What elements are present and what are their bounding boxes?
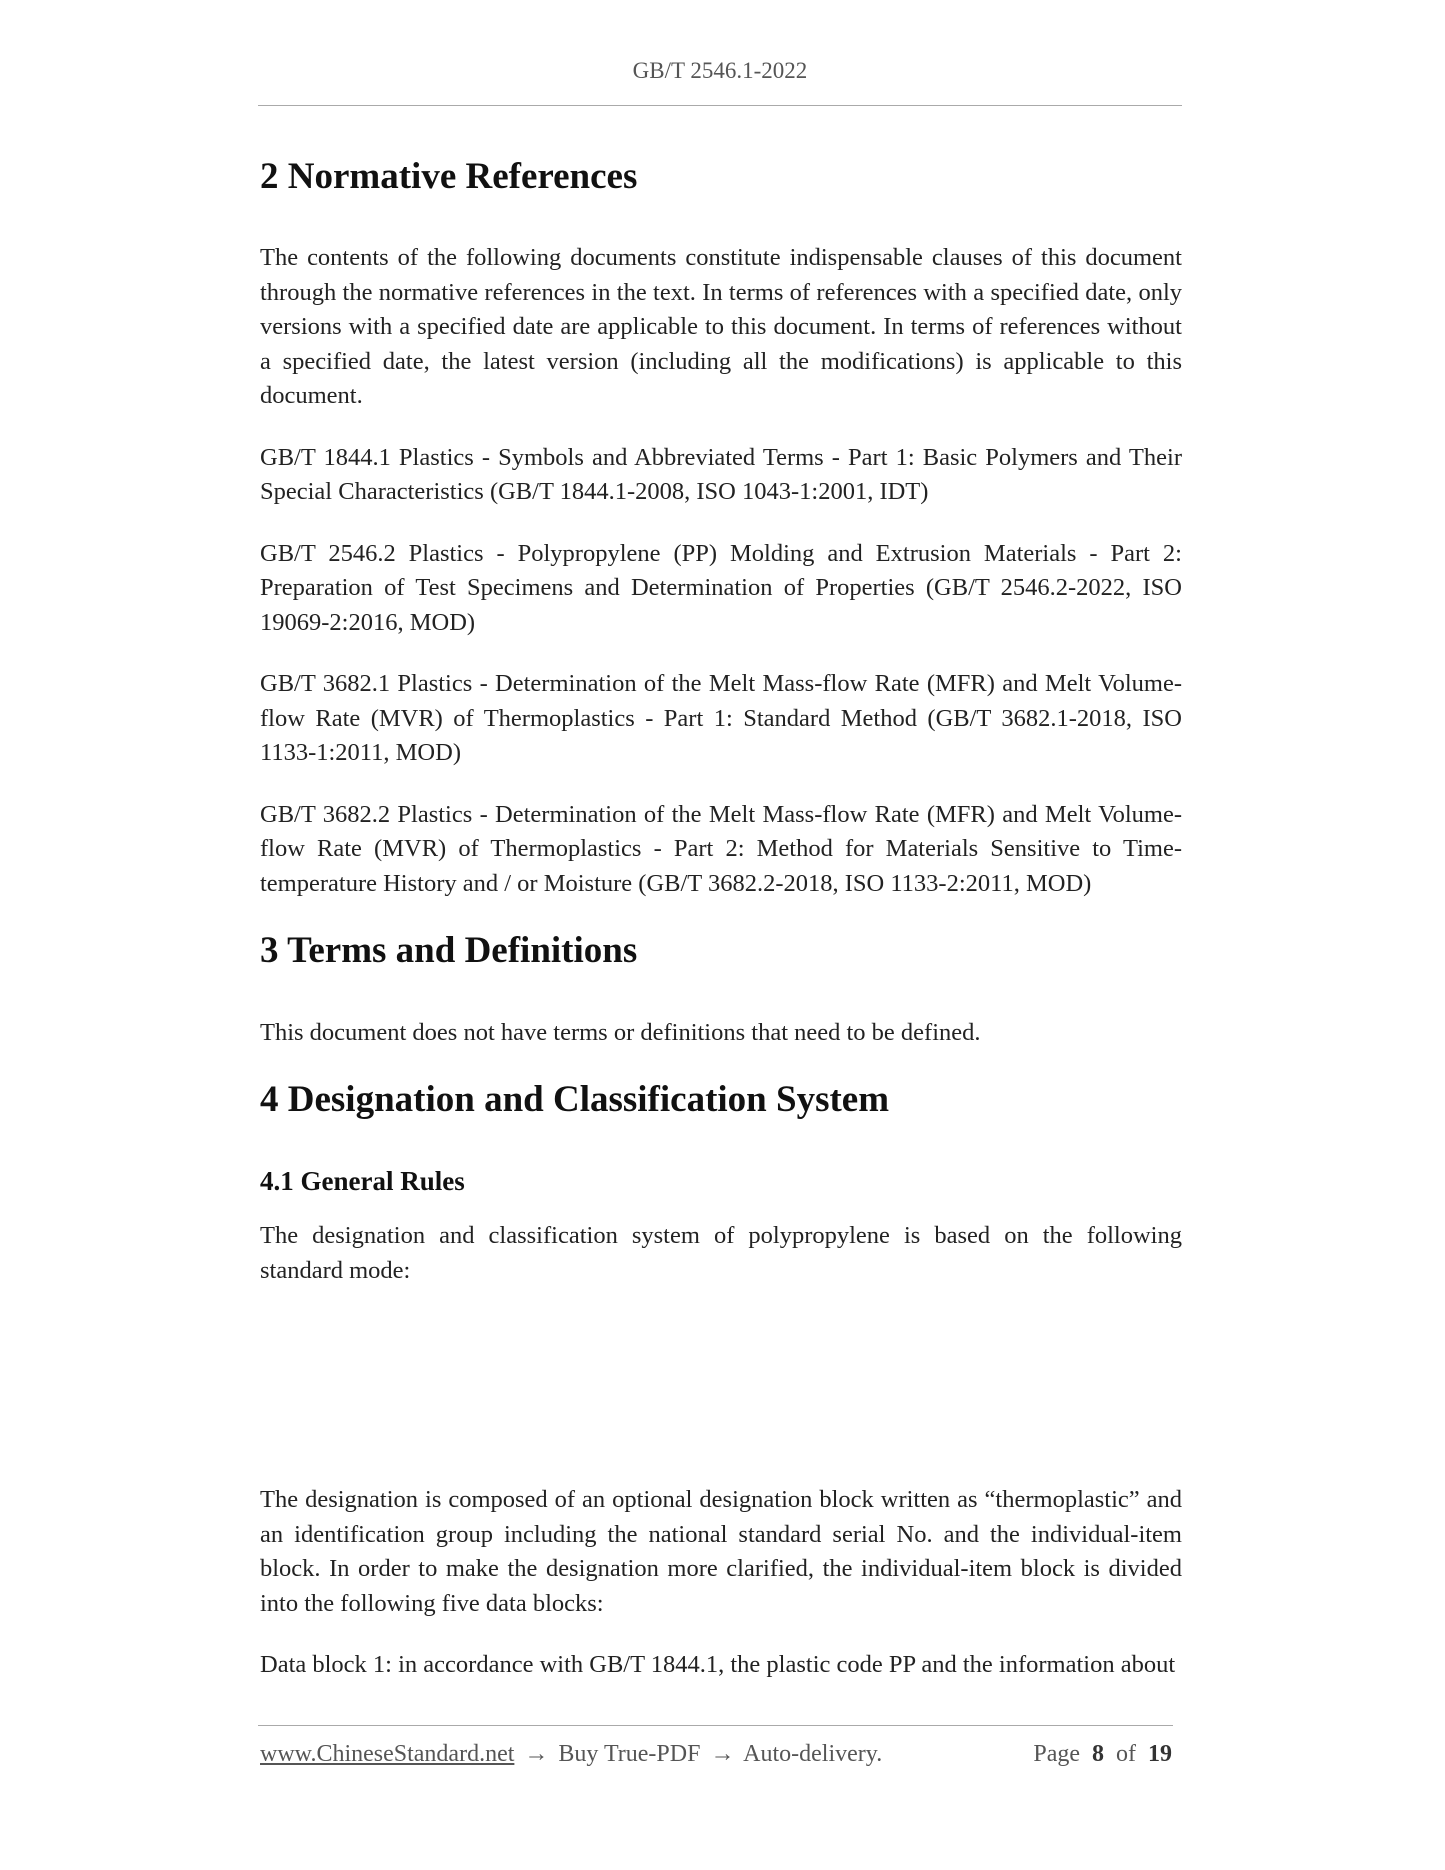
reference-item: GB/T 1844.1 Plastics - Symbols and Abbreviated Terms - Part 1: Basic Polymers and Their Special Characteristics (GB/T 1844.1-2008, ISO 1043-1:2001, IDT) bbox=[260, 443, 1182, 506]
total-pages-number: 19 bbox=[1148, 1741, 1172, 1767]
page-counter bbox=[1033, 1741, 1172, 1768]
section-2-intro: The contents of the following documents constitute indispensable clauses of this document through the normative references in the text. In terms of references with a specified date, only versions with a specified date are applicable to this document. In terms of references without a specified date, the latest version (including all the modifications) is applicable to this document. bbox=[260, 244, 1182, 410]
of-label: of bbox=[1116, 1741, 1136, 1767]
section-4-title: 4 Designation and Classification System bbox=[260, 1079, 890, 1121]
header-divider bbox=[258, 105, 1182, 106]
section-4-1-para-2: The designation is composed of an optional designation block written as “thermoplastic” and an identification group including the national standard serial No. and the individual-item block. In order to make the designation more clarified, the individual-item block is divided into the following five data blocks: bbox=[260, 1486, 1182, 1617]
page-content bbox=[260, 155, 1182, 1683]
section-4-1-para-1: The designation and classification system of polypropylene is based on the following standard mode: bbox=[260, 1222, 1182, 1284]
section-3-title: 3 Terms and Definitions bbox=[260, 930, 638, 972]
section-3-body: This document does not have terms or definitions that need to be defined. bbox=[260, 1018, 981, 1046]
arrow-right-icon: → bbox=[710, 1741, 735, 1767]
current-page-number: 8 bbox=[1092, 1741, 1104, 1767]
site-link[interactable]: www.ChineseStandard.net bbox=[260, 1741, 515, 1767]
running-header: GB/T 2546.1-2022 bbox=[632, 58, 808, 83]
reference-item: GB/T 2546.2 Plastics - Polypropylene (PP) Molding and Extrusion Materials - Part 2: Preparation of Test Specimens and Determination of Properties (GB/T 2546.2-2022, ISO 19069-2:2016, MOD) bbox=[260, 539, 1182, 636]
arrow-right-icon: → bbox=[524, 1741, 549, 1767]
buy-pdf-text: Buy True-PDF bbox=[558, 1741, 701, 1767]
auto-delivery-text: Auto-delivery. bbox=[743, 1741, 883, 1767]
section-2-title: 2 Normative References bbox=[260, 156, 638, 197]
reference-item: GB/T 3682.2 Plastics - Determination of the Melt Mass-flow Rate (MFR) and Melt Volume-flow Rate (MVR) of Thermoplastics - Part 2: Method for Materials Sensitive to Time-temperature History and / or Moisture (GB/T 3682.2-2018, ISO 1133-2:2011, MOD) bbox=[260, 800, 1182, 897]
designation-diagram-placeholder bbox=[260, 1288, 1182, 1483]
page-label: Page bbox=[1033, 1741, 1080, 1767]
section-4-1-para-3: Data block 1: in accordance with GB/T 1844.1, the plastic code PP and the information about bbox=[260, 1651, 1176, 1679]
reference-item: GB/T 3682.1 Plastics - Determination of the Melt Mass-flow Rate (MFR) and Melt Volume-flow Rate (MVR) of Thermoplastics - Part 1: Standard Method (GB/T 3682.1-2018, ISO 1133-1:2011, MOD) bbox=[260, 670, 1182, 767]
footer-divider bbox=[258, 1725, 1173, 1726]
section-4-1-title: 4.1 General Rules bbox=[260, 1165, 465, 1196]
